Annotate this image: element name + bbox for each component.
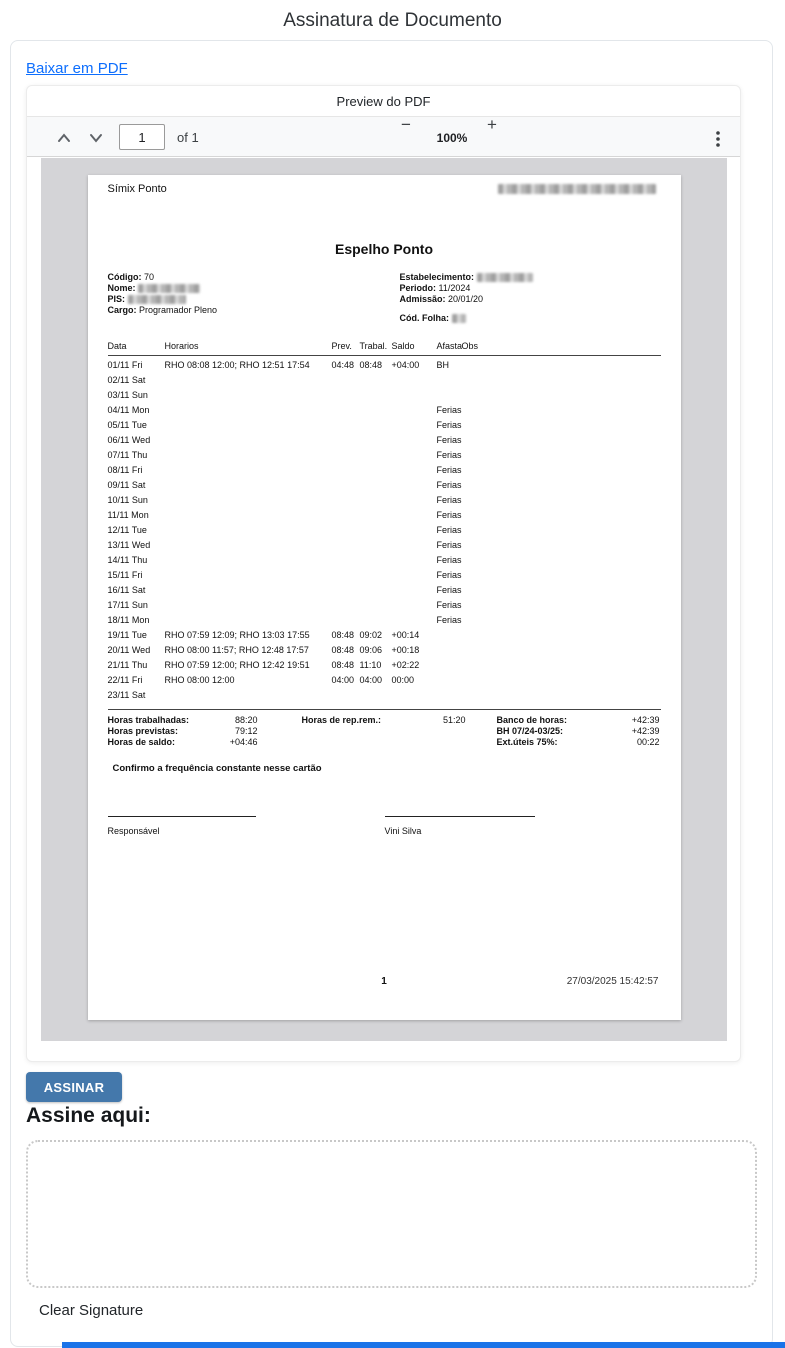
info-value: 20/01/20 bbox=[448, 294, 484, 304]
table-row bbox=[108, 628, 661, 643]
column-header: Horarios bbox=[164, 341, 199, 351]
table-cell: 04:48 bbox=[331, 360, 355, 370]
table-cell: 19/11 Tue bbox=[107, 630, 147, 640]
info-line bbox=[400, 272, 533, 283]
chevron-down-icon bbox=[87, 135, 105, 150]
table-cell: 08:48 bbox=[359, 360, 383, 370]
table-row bbox=[108, 463, 661, 478]
info-label: Cargo: bbox=[107, 305, 137, 315]
info-line bbox=[108, 305, 218, 316]
summary-group bbox=[497, 715, 660, 748]
establishment-redacted bbox=[477, 273, 533, 282]
table-row bbox=[108, 373, 661, 388]
table-cell: 22/11 Fri bbox=[107, 675, 143, 685]
table-cell: 23/11 Sat bbox=[107, 690, 146, 700]
summary-label: Horas previstas: bbox=[107, 726, 179, 736]
column-header: Data bbox=[107, 341, 127, 351]
next-page-button[interactable] bbox=[85, 127, 107, 149]
table-cell: RHO 07:59 12:09; RHO 13:03 17:55 bbox=[164, 630, 310, 640]
pdf-viewport bbox=[41, 158, 727, 1041]
table-cell: 01/11 Fri bbox=[107, 360, 143, 370]
table-cell: 11:10 bbox=[359, 660, 382, 670]
table-row bbox=[108, 598, 661, 613]
info-line bbox=[108, 272, 218, 283]
summary-value: +42:39 bbox=[631, 726, 660, 736]
table-cell: 15/11 Fri bbox=[107, 570, 143, 580]
table-row bbox=[108, 613, 661, 628]
table-row bbox=[108, 433, 661, 448]
summary-row bbox=[108, 715, 258, 726]
table-cell: RHO 08:08 12:00; RHO 12:51 17:54 bbox=[164, 360, 310, 370]
info-label: Estabelecimento: bbox=[399, 272, 475, 282]
info-value: 70 bbox=[144, 272, 155, 282]
table-cell: 11/11 Mon bbox=[107, 510, 149, 520]
pdf-menu-button[interactable] bbox=[708, 126, 728, 152]
doc-timestamp: 27/03/2025 15:42:57 bbox=[566, 976, 659, 987]
column-header: Afasta bbox=[436, 341, 463, 351]
page-title: Assinatura de Documento bbox=[283, 10, 502, 31]
info-line bbox=[108, 294, 218, 305]
summary-label: Ext.úteis 75%: bbox=[496, 737, 558, 747]
summary-label: Banco de horas: bbox=[496, 715, 568, 725]
summary-row bbox=[302, 715, 466, 726]
table-cell: Ferias bbox=[436, 420, 462, 430]
table-cell: +04:00 bbox=[391, 360, 420, 370]
summary-label: BH 07/24-03/25: bbox=[496, 726, 564, 736]
summary-value: 88:20 bbox=[234, 715, 258, 725]
zoom-out-button[interactable]: − bbox=[401, 115, 411, 134]
doc-title: Espelho Ponto bbox=[335, 241, 433, 257]
table-cell: 14/11 Thu bbox=[107, 555, 148, 565]
table-row bbox=[108, 388, 661, 403]
chevron-up-icon bbox=[55, 135, 73, 150]
table-cell: Ferias bbox=[436, 405, 462, 415]
summary-row bbox=[108, 726, 258, 737]
table-cell: 10/11 Sun bbox=[107, 495, 148, 505]
pis-redacted bbox=[128, 295, 186, 304]
table-cell: 20/11 Wed bbox=[107, 645, 151, 655]
table-cell: RHO 08:00 12:00 bbox=[164, 675, 235, 685]
table-cell: 00:00 bbox=[391, 675, 415, 685]
table-row bbox=[108, 493, 661, 508]
summary-section bbox=[108, 715, 661, 751]
table-cell: 08:48 bbox=[331, 645, 355, 655]
info-line bbox=[400, 283, 533, 294]
period-info bbox=[400, 272, 533, 324]
table-cell: RHO 07:59 12:00; RHO 12:42 19:51 bbox=[164, 660, 310, 670]
page-number-input[interactable] bbox=[119, 124, 165, 150]
table-cell: 02/11 Sat bbox=[107, 375, 146, 385]
table-cell: 03/11 Sun bbox=[107, 390, 148, 400]
table-row bbox=[108, 418, 661, 433]
name-redacted bbox=[138, 284, 200, 293]
pdf-preview-panel bbox=[26, 85, 741, 1062]
table-cell: 07/11 Thu bbox=[107, 450, 148, 460]
header-rule bbox=[108, 355, 661, 356]
table-cell: Ferias bbox=[436, 585, 462, 595]
summary-group bbox=[302, 715, 466, 726]
summary-row bbox=[108, 737, 258, 748]
info-line bbox=[400, 313, 533, 324]
kebab-menu-icon bbox=[710, 138, 726, 153]
zoom-in-button[interactable]: + bbox=[487, 115, 497, 134]
info-line bbox=[108, 283, 218, 294]
table-cell: Ferias bbox=[436, 435, 462, 445]
summary-value: 00:22 bbox=[636, 737, 660, 747]
table-row bbox=[108, 523, 661, 538]
summary-value: 79:12 bbox=[234, 726, 258, 736]
table-cell: RHO 08:00 11:57; RHO 12:48 17:57 bbox=[164, 645, 309, 655]
table-cell: 09:02 bbox=[359, 630, 383, 640]
table-cell: +00:14 bbox=[391, 630, 420, 640]
table-cell: Ferias bbox=[436, 600, 462, 610]
summary-label: Horas de saldo: bbox=[107, 737, 176, 747]
pdf-document-page bbox=[88, 175, 681, 1020]
table-cell: Ferias bbox=[436, 555, 462, 565]
table-row bbox=[108, 403, 661, 418]
bottom-accent-bar bbox=[62, 1342, 785, 1348]
table-row bbox=[108, 673, 661, 688]
table-cell: Ferias bbox=[436, 465, 462, 475]
info-value: 11/2024 bbox=[438, 283, 471, 293]
sign-here-heading: Assine aqui: bbox=[26, 1104, 151, 1127]
summary-value: +04:46 bbox=[229, 737, 258, 747]
table-cell: Ferias bbox=[436, 540, 462, 550]
table-cell: 04/11 Mon bbox=[107, 405, 150, 415]
table-cell: 08:48 bbox=[331, 630, 355, 640]
table-cell: 05/11 Tue bbox=[107, 420, 147, 430]
table-cell: +00:18 bbox=[391, 645, 420, 655]
timesheet-rows bbox=[108, 358, 661, 703]
table-cell: 17/11 Sun bbox=[107, 600, 148, 610]
signature-pad[interactable] bbox=[26, 1140, 757, 1288]
table-row bbox=[108, 643, 661, 658]
clear-signature-button[interactable]: Clear Signature bbox=[39, 1302, 144, 1319]
table-cell: 09/11 Sat bbox=[107, 480, 146, 490]
summary-value: +42:39 bbox=[631, 715, 660, 725]
doc-page-number: 1 bbox=[381, 976, 387, 987]
column-header: Trabal. bbox=[359, 341, 388, 351]
pdf-toolbar bbox=[27, 116, 740, 157]
table-cell: +02:22 bbox=[391, 660, 420, 670]
info-label: Código: bbox=[107, 272, 142, 282]
summary-label: Horas de rep.rem.: bbox=[301, 715, 382, 725]
download-pdf-link[interactable]: Baixar em PDF bbox=[26, 60, 128, 77]
summary-row bbox=[497, 715, 660, 726]
summary-label: Horas trabalhadas: bbox=[107, 715, 190, 725]
info-label: Admissão: bbox=[399, 294, 446, 304]
table-cell: Ferias bbox=[436, 570, 462, 580]
summary-value: 51:20 bbox=[442, 715, 466, 725]
table-cell: Ferias bbox=[436, 615, 462, 625]
column-header: Obs bbox=[461, 341, 479, 351]
table-cell: 08/11 Fri bbox=[107, 465, 143, 475]
signature-line bbox=[385, 816, 535, 817]
table-cell: Ferias bbox=[436, 495, 462, 505]
preview-header: Preview do PDF bbox=[336, 94, 431, 109]
table-row bbox=[108, 688, 661, 703]
info-line bbox=[400, 294, 533, 305]
info-value: Programador Pleno bbox=[139, 305, 218, 315]
table-row bbox=[108, 508, 661, 523]
table-cell: 08:48 bbox=[331, 660, 355, 670]
table-cell: 04:00 bbox=[331, 675, 355, 685]
table-cell: 09:06 bbox=[359, 645, 383, 655]
table-cell: 04:00 bbox=[359, 675, 383, 685]
info-label: PIS: bbox=[107, 294, 126, 304]
table-cell: BH bbox=[436, 360, 450, 370]
employee-info bbox=[108, 272, 218, 316]
confirmation-text: Confirmo a frequência constante nesse cartão bbox=[112, 763, 322, 774]
table-cell: 12/11 Tue bbox=[107, 525, 147, 535]
table-cell: Ferias bbox=[436, 525, 462, 535]
page-count-label: of 1 bbox=[177, 130, 199, 145]
signature-label-responsavel: Responsável bbox=[107, 826, 160, 836]
table-row bbox=[108, 568, 661, 583]
assinar-button[interactable]: ASSINAR bbox=[26, 1072, 122, 1102]
summary-row bbox=[497, 726, 660, 737]
previous-page-button[interactable] bbox=[53, 127, 75, 149]
cod-folha-redacted bbox=[452, 314, 466, 323]
signature-line bbox=[108, 816, 256, 817]
info-label: Nome: bbox=[107, 283, 136, 293]
table-cell: 21/11 Thu bbox=[107, 660, 148, 670]
table-row bbox=[108, 538, 661, 553]
column-header: Prev. bbox=[331, 341, 352, 351]
summary-rule bbox=[108, 709, 661, 710]
zoom-level: 100% bbox=[436, 131, 468, 145]
table-row bbox=[108, 448, 661, 463]
main-card bbox=[10, 40, 773, 1347]
signature-label-employee: Vini Silva bbox=[384, 826, 422, 836]
table-row bbox=[108, 658, 661, 673]
table-cell: Ferias bbox=[436, 510, 462, 520]
summary-group bbox=[108, 715, 258, 748]
column-header: Saldo bbox=[391, 341, 415, 351]
table-cell: Ferias bbox=[436, 480, 462, 490]
timesheet-header-row bbox=[108, 341, 661, 354]
table-cell: 06/11 Wed bbox=[107, 435, 151, 445]
info-label: Cód. Folha: bbox=[399, 313, 449, 323]
table-cell: 18/11 Mon bbox=[107, 615, 150, 625]
table-row bbox=[108, 478, 661, 493]
table-row bbox=[108, 553, 661, 568]
table-cell: Ferias bbox=[436, 450, 462, 460]
table-cell: 13/11 Wed bbox=[107, 540, 151, 550]
info-label: Periodo: bbox=[399, 283, 437, 293]
table-cell: 16/11 Sat bbox=[107, 585, 146, 595]
company-name-redacted bbox=[498, 184, 656, 194]
summary-row bbox=[497, 737, 660, 748]
doc-brand: Símix Ponto bbox=[107, 183, 167, 195]
table-row bbox=[108, 583, 661, 598]
table-row bbox=[108, 358, 661, 373]
